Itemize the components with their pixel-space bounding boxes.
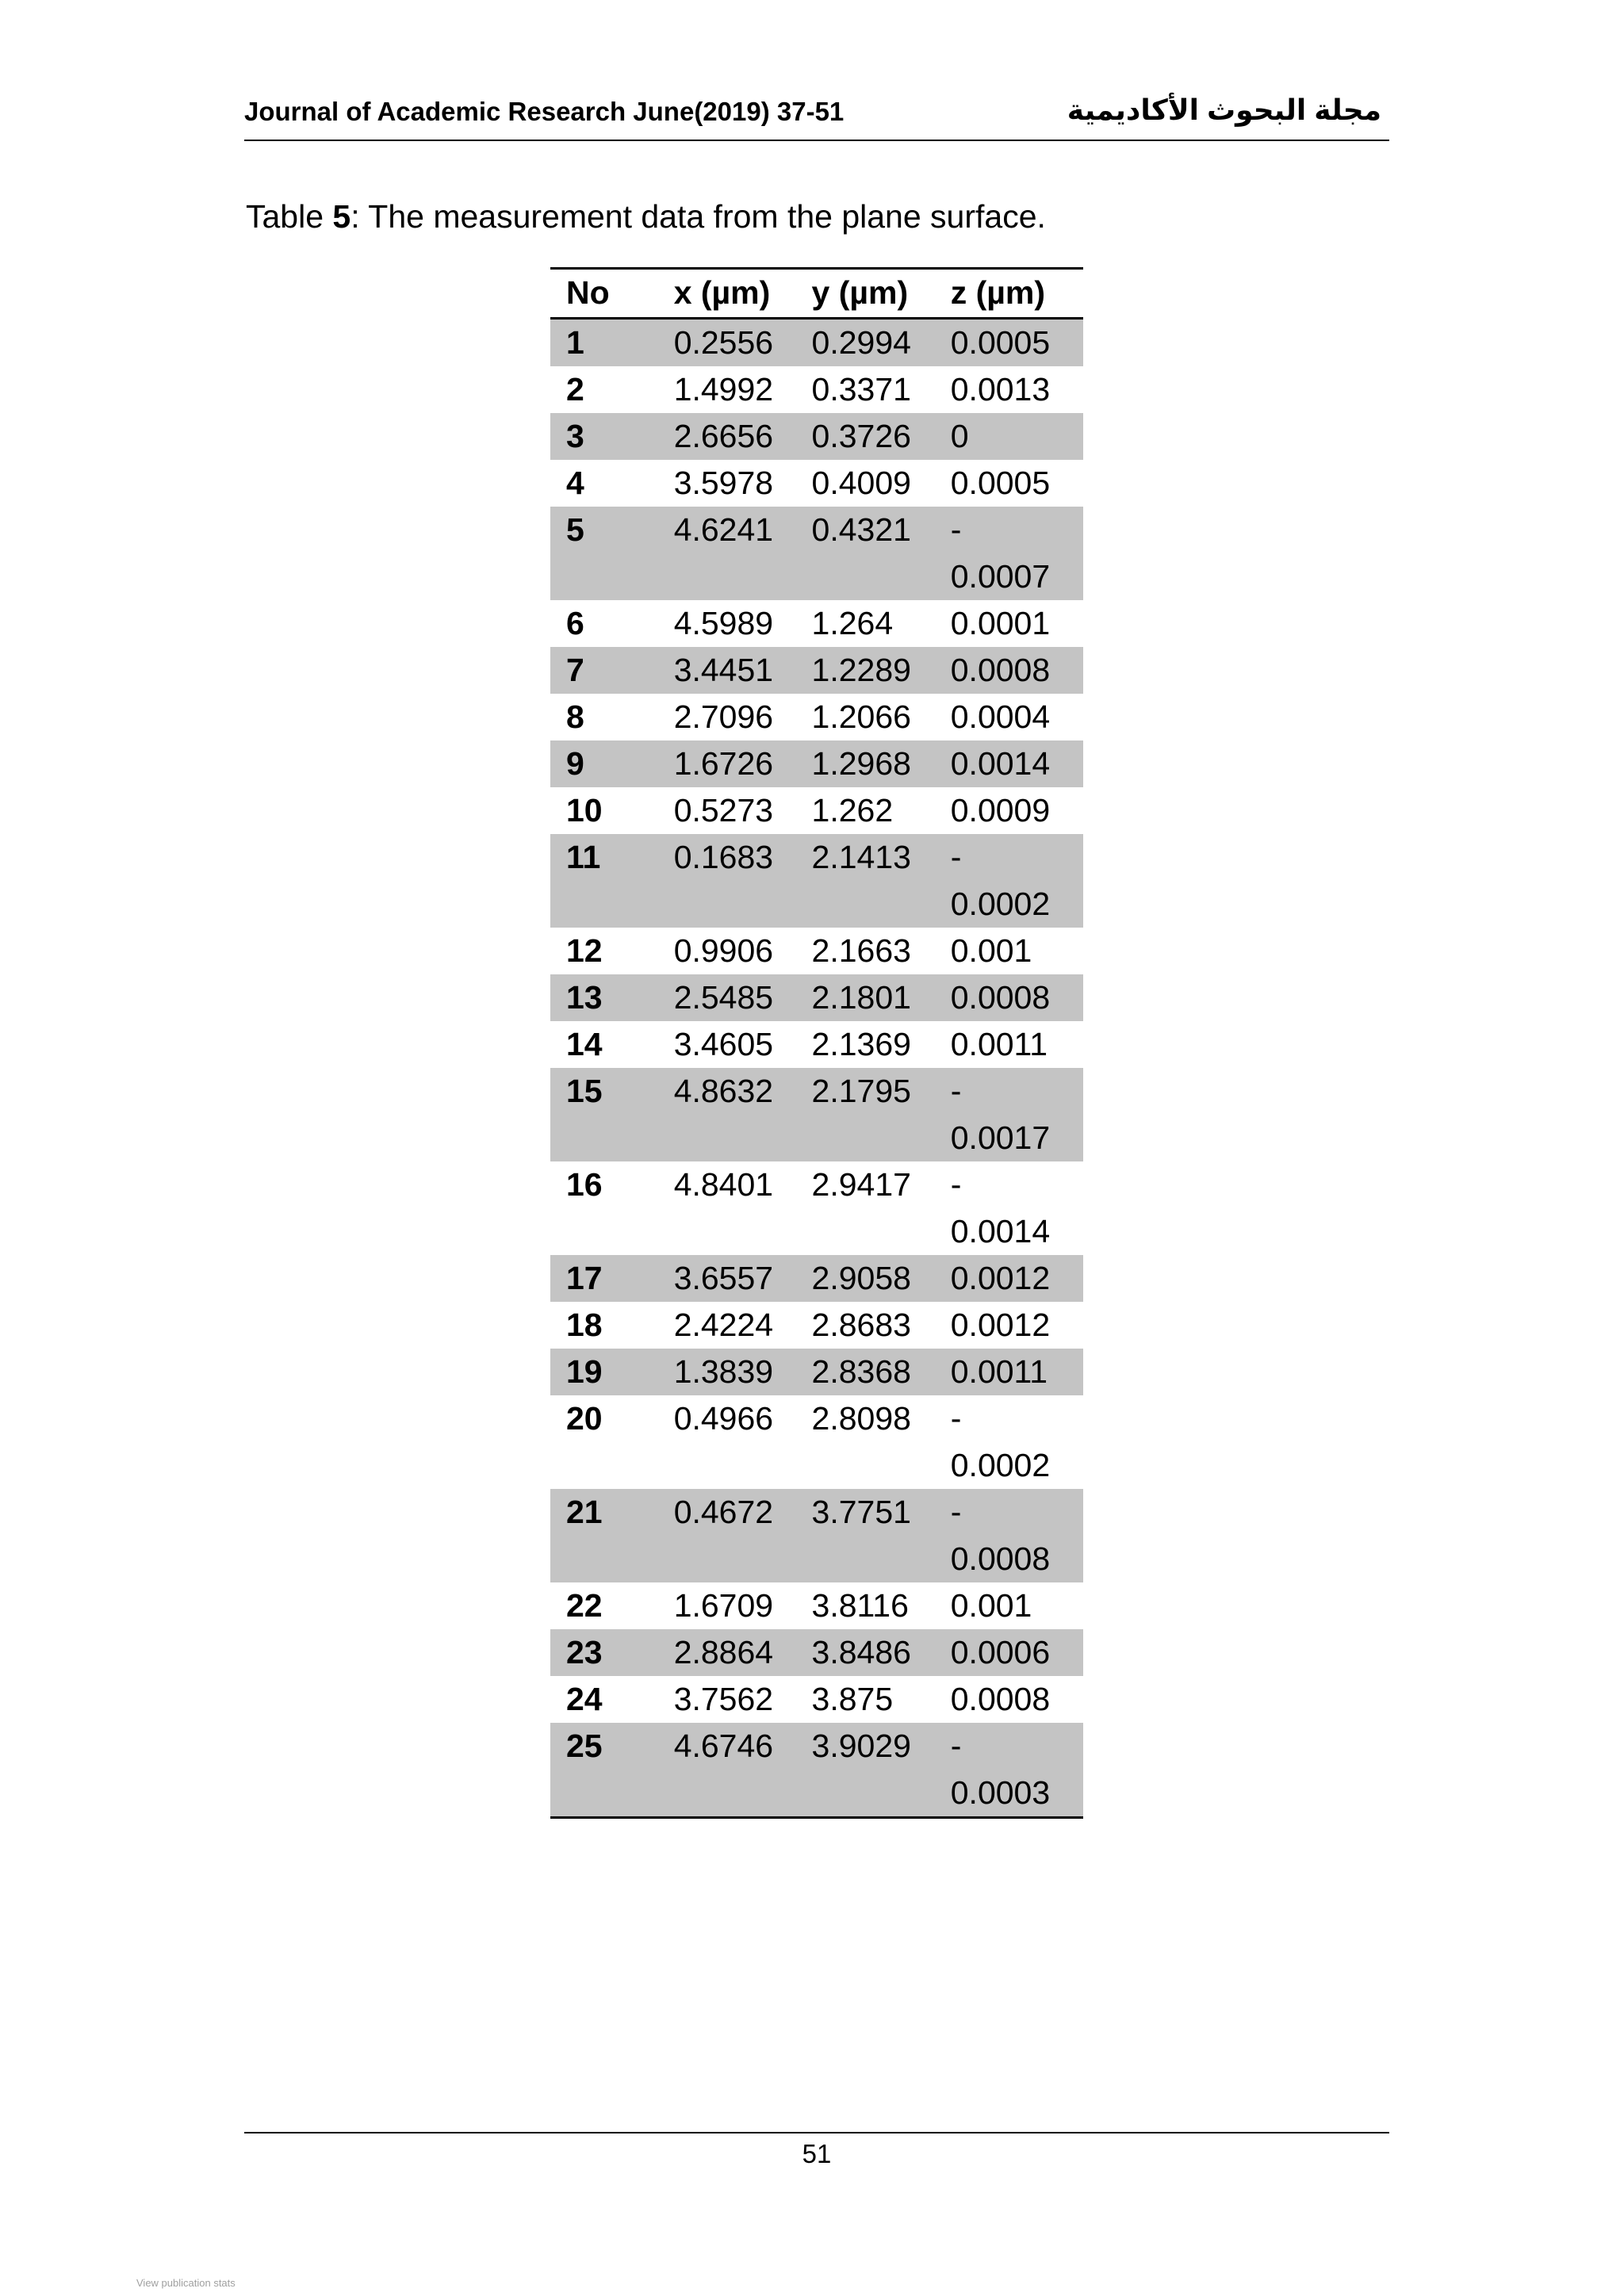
cell-y: 2.9058 <box>796 1255 935 1302</box>
cell-y: 3.8116 <box>811 1587 909 1624</box>
cell-x: 0.9906 <box>673 932 774 969</box>
cell-z: 0.0004 <box>950 698 1051 735</box>
table-row <box>550 1068 1083 1161</box>
cell-z: 0.0005 <box>935 319 1083 367</box>
cell-x: 0.4672 <box>658 1489 796 1582</box>
cell-y: 1.262 <box>811 792 894 828</box>
cell-no: 10 <box>566 792 603 828</box>
cell-no: 23 <box>550 1629 658 1676</box>
cell-x: 0.5273 <box>673 792 774 828</box>
cell-no: 8 <box>566 698 584 735</box>
table-row <box>550 1349 1083 1395</box>
cell-x: 0.4966 <box>673 1400 774 1437</box>
cell-y: 1.2968 <box>796 740 935 787</box>
cell-no: 2 <box>566 371 584 408</box>
cell-z: 0.001 <box>950 932 1032 969</box>
measurement-table <box>550 267 1083 1819</box>
table-row <box>550 507 1083 600</box>
column-header-z: z (µm) <box>935 269 1083 319</box>
table-row <box>550 740 1083 787</box>
cell-y: 3.875 <box>811 1681 894 1717</box>
caption-prefix: Table <box>246 198 333 235</box>
column-header-no: No <box>550 269 658 319</box>
cell-z: - 0.0002 <box>935 834 1083 928</box>
column-header-y: y (µm) <box>796 269 935 319</box>
cell-y: 0.3726 <box>796 413 935 460</box>
column-header-x: x (µm) <box>658 269 796 319</box>
cell-y: 3.8486 <box>796 1629 935 1676</box>
cell-z: 0.0006 <box>935 1629 1083 1676</box>
cell-y: 1.2066 <box>811 698 911 735</box>
cell-z: - 0.0003 <box>935 1723 1083 1818</box>
cell-y: 2.1801 <box>796 974 935 1021</box>
table-row <box>550 366 1083 413</box>
table-body <box>550 319 1083 1818</box>
cell-x: 3.6557 <box>658 1255 796 1302</box>
publication-stats-link[interactable]: View publication stats <box>136 2277 236 2289</box>
cell-no: 22 <box>566 1587 603 1624</box>
cell-z: 0.0013 <box>950 371 1051 408</box>
table-row <box>550 1302 1083 1349</box>
cell-x: 0.1683 <box>658 834 796 928</box>
cell-x: 4.5989 <box>673 605 774 641</box>
cell-x: 2.4224 <box>673 1307 774 1343</box>
cell-x: 1.6709 <box>673 1587 774 1624</box>
table-row <box>550 1676 1083 1723</box>
cell-x: 3.5978 <box>673 465 774 501</box>
table-header-row <box>550 269 1083 319</box>
cell-z: 0.0005 <box>950 465 1051 501</box>
table-row <box>550 694 1083 740</box>
cell-x: 1.6726 <box>658 740 796 787</box>
cell-y: 2.8368 <box>796 1349 935 1395</box>
table-row <box>550 1489 1083 1582</box>
cell-no: 20 <box>566 1400 603 1437</box>
cell-no: 11 <box>550 834 658 928</box>
cell-y: 3.7751 <box>796 1489 935 1582</box>
cell-x: 2.5485 <box>658 974 796 1021</box>
cell-x: 3.4451 <box>658 647 796 694</box>
cell-z: 0.0008 <box>950 1681 1051 1717</box>
caption-table-number: 5 <box>332 198 351 235</box>
table-row <box>550 1629 1083 1676</box>
cell-z: - 0.0017 <box>935 1068 1083 1161</box>
table-row <box>550 834 1083 928</box>
cell-z: - 0.0014 <box>950 1166 1051 1249</box>
cell-z: 0.0008 <box>935 647 1083 694</box>
caption-text: : The measurement data from the plane surface. <box>350 198 1046 235</box>
cell-no: 24 <box>566 1681 603 1717</box>
cell-no: 19 <box>550 1349 658 1395</box>
cell-x: 4.8401 <box>673 1166 774 1203</box>
cell-z: 0 <box>935 413 1083 460</box>
cell-y: 0.4321 <box>796 507 935 600</box>
cell-no: 5 <box>550 507 658 600</box>
cell-y: 1.2289 <box>796 647 935 694</box>
cell-no: 18 <box>566 1307 603 1343</box>
cell-no: 1 <box>550 319 658 367</box>
cell-x: 4.8632 <box>658 1068 796 1161</box>
table-row <box>550 647 1083 694</box>
table-row <box>550 460 1083 507</box>
cell-z: 0.001 <box>950 1587 1032 1624</box>
cell-z: - 0.0008 <box>935 1489 1083 1582</box>
cell-x: 1.3839 <box>658 1349 796 1395</box>
cell-no: 21 <box>550 1489 658 1582</box>
table-row <box>550 1723 1083 1818</box>
cell-y: 2.9417 <box>811 1166 911 1203</box>
cell-no: 14 <box>566 1026 603 1062</box>
cell-y: 1.264 <box>811 605 894 641</box>
table-row <box>550 600 1083 647</box>
cell-no: 9 <box>550 740 658 787</box>
cell-z: 0.0001 <box>950 605 1051 641</box>
cell-z: 0.0008 <box>935 974 1083 1021</box>
cell-y: 2.1795 <box>796 1068 935 1161</box>
cell-no: 4 <box>566 465 584 501</box>
cell-y: 0.3371 <box>811 371 911 408</box>
table-row <box>550 1395 1083 1489</box>
cell-x: 4.6746 <box>658 1723 796 1818</box>
cell-no: 6 <box>566 605 584 641</box>
table-row <box>550 974 1083 1021</box>
cell-no: 25 <box>550 1723 658 1818</box>
cell-y: 2.1663 <box>811 932 911 969</box>
table-row <box>550 928 1083 974</box>
cell-y: 2.1413 <box>796 834 935 928</box>
cell-no: 3 <box>550 413 658 460</box>
cell-x: 0.2556 <box>658 319 796 367</box>
table-row <box>550 1161 1083 1255</box>
cell-no: 7 <box>550 647 658 694</box>
cell-x: 2.7096 <box>673 698 774 735</box>
footer-rule <box>244 2132 1389 2133</box>
table-row <box>550 787 1083 834</box>
cell-y: 2.8683 <box>811 1307 911 1343</box>
cell-no: 13 <box>550 974 658 1021</box>
cell-z: 0.0011 <box>950 1026 1048 1062</box>
table-row <box>550 1021 1083 1068</box>
table-row <box>550 319 1083 367</box>
cell-z: 0.0014 <box>935 740 1083 787</box>
cell-x: 1.4992 <box>673 371 774 408</box>
cell-x: 2.8864 <box>658 1629 796 1676</box>
cell-x: 3.4605 <box>673 1026 774 1062</box>
journal-title-arabic: مجلة البحوث الأكاديمية <box>1067 94 1381 126</box>
table-row <box>550 1582 1083 1629</box>
cell-z: 0.0012 <box>950 1307 1051 1343</box>
table-row <box>550 413 1083 460</box>
table-caption <box>246 198 1046 235</box>
page-number: 51 <box>802 2139 832 2168</box>
cell-y: 0.4009 <box>811 465 911 501</box>
journal-title: Journal of Academic Research June(2019) 37-51 <box>244 97 845 126</box>
cell-y: 2.8098 <box>811 1400 911 1437</box>
cell-x: 2.6656 <box>658 413 796 460</box>
cell-z: 0.0011 <box>935 1349 1083 1395</box>
cell-z: - 0.0007 <box>935 507 1083 600</box>
cell-no: 16 <box>566 1166 603 1203</box>
cell-y: 3.9029 <box>796 1723 935 1818</box>
table-row <box>550 1255 1083 1302</box>
cell-x: 4.6241 <box>658 507 796 600</box>
cell-z: 0.0012 <box>935 1255 1083 1302</box>
cell-no: 12 <box>566 932 603 969</box>
cell-y: 2.1369 <box>811 1026 911 1062</box>
cell-x: 3.7562 <box>673 1681 774 1717</box>
running-header <box>244 94 1389 141</box>
cell-no: 15 <box>550 1068 658 1161</box>
cell-no: 17 <box>550 1255 658 1302</box>
cell-y: 0.2994 <box>796 319 935 367</box>
cell-z: - 0.0002 <box>950 1400 1051 1483</box>
cell-z: 0.0009 <box>950 792 1051 828</box>
